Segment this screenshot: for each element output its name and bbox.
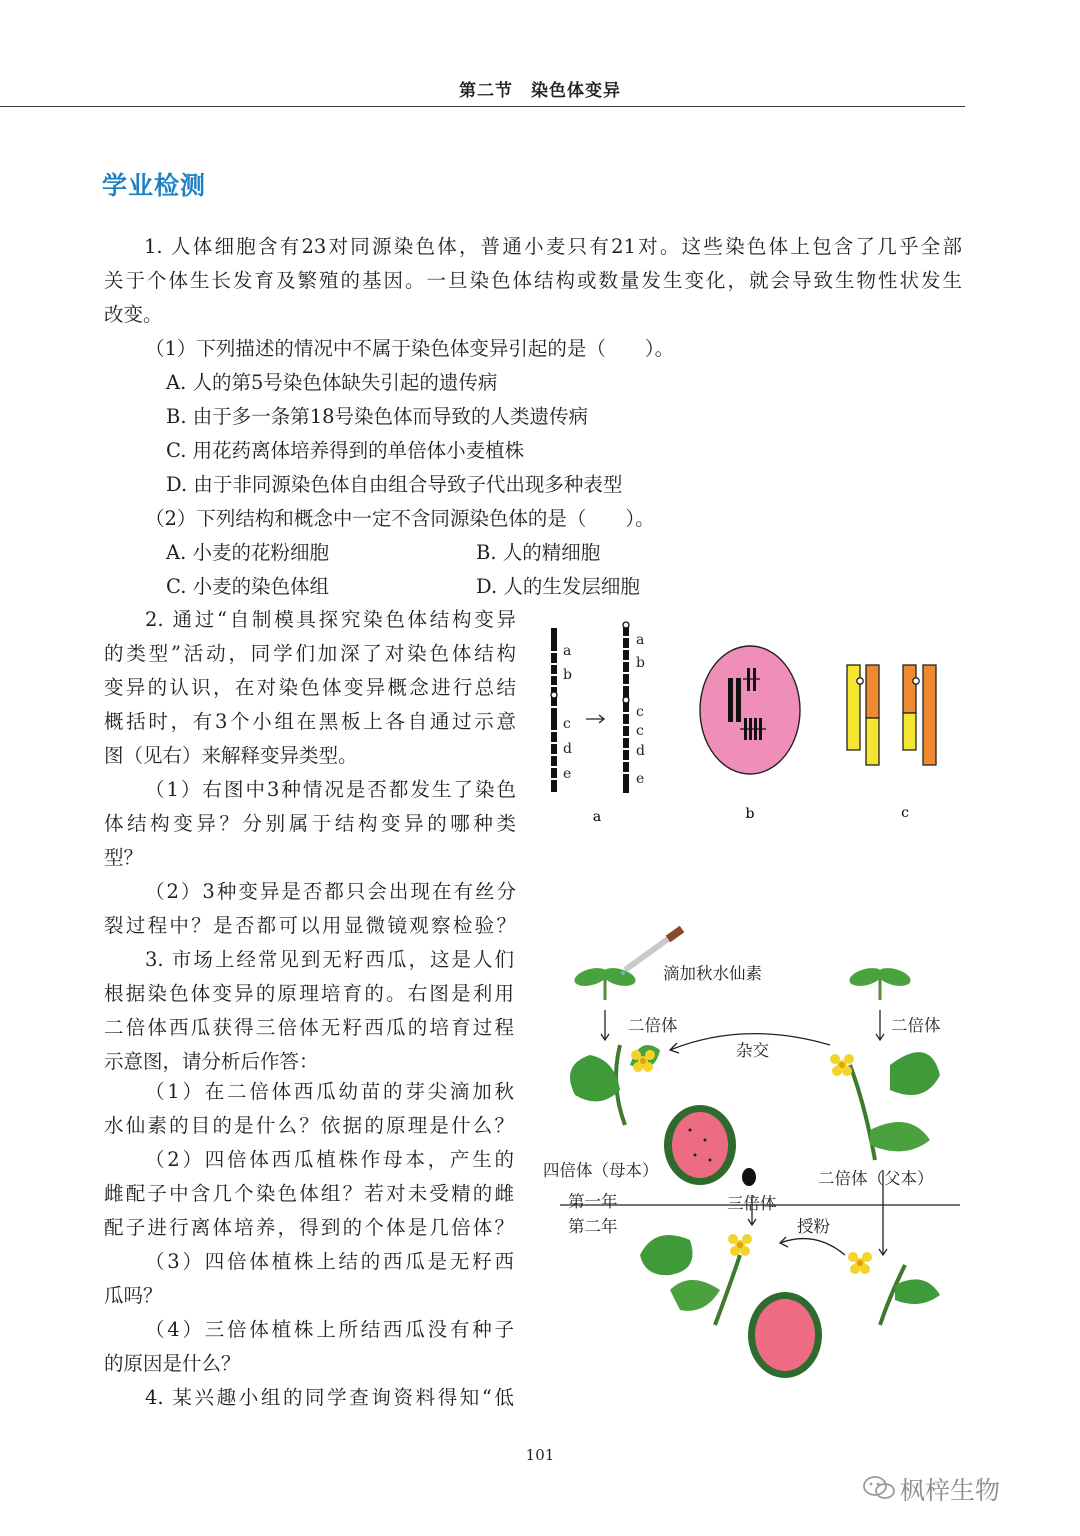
q3-sub2-line: 配子进行离体培养，得到的个体是几倍体？ bbox=[104, 1216, 514, 1239]
cell-panel-b bbox=[700, 646, 800, 774]
year-one-label: 第一年 bbox=[568, 1192, 618, 1211]
seedling-icon bbox=[848, 965, 913, 1000]
gene-letter: b bbox=[636, 655, 645, 671]
translocation-panel-c bbox=[847, 665, 936, 765]
gene-letter: d bbox=[636, 743, 645, 759]
diploid-plant-icon bbox=[848, 1252, 940, 1325]
q1-sub1-option: B. 由于多一条第18号染色体而导致的人类遗传病 bbox=[166, 405, 589, 428]
gene-letter: e bbox=[563, 766, 572, 782]
q3-sub1-line: （1）在二倍体西瓜幼苗的芽尖滴加秋 bbox=[145, 1080, 514, 1103]
dropper-label: 滴加秋水仙素 bbox=[663, 964, 762, 983]
gene-letter: c bbox=[636, 723, 644, 739]
q2-intro-line: 变异的认识，在对染色体变异概念进行总结 bbox=[104, 676, 516, 699]
figure-label: a bbox=[592, 809, 602, 825]
tetraploid-mother-label: 四倍体（母本） bbox=[543, 1161, 659, 1180]
chromosome-variation-figure bbox=[540, 615, 960, 830]
q1-intro-line: 关于个体生长发育及繁殖的基因。一旦染色体结构或数量发生变化，就会导致生物性状发生 bbox=[104, 269, 962, 292]
q1-sub2-option: C. 小麦的染色体组 bbox=[166, 575, 330, 598]
q2-sub2-line: 裂过程中？是否都可以用显微镜观察检验？ bbox=[104, 914, 516, 937]
year-two-label: 第二年 bbox=[568, 1217, 618, 1236]
q2-intro-line: 概括时，有3个小组在黑板上各自通过示意 bbox=[104, 710, 516, 733]
triploid-label: 三倍体 bbox=[727, 1194, 777, 1213]
diploid-father-label: 二倍体（父本） bbox=[818, 1169, 934, 1188]
diploid-plant-icon bbox=[830, 1052, 940, 1160]
seed-icon bbox=[742, 1168, 756, 1186]
cross-label: 杂交 bbox=[736, 1041, 769, 1060]
chromosome-a-duplicated bbox=[623, 622, 629, 793]
gene-letter: a bbox=[636, 632, 645, 648]
gene-letter: c bbox=[563, 716, 571, 732]
gene-letter: d bbox=[563, 741, 572, 757]
wechat-icon bbox=[862, 1474, 896, 1502]
triploid-plant-icon bbox=[640, 1234, 752, 1325]
q1-sub2-option: A. 小麦的花粉细胞 bbox=[166, 541, 329, 564]
diploid-label: 二倍体 bbox=[628, 1016, 678, 1035]
q1-sub1-option: A. 人的第5号染色体缺失引起的遗传病 bbox=[166, 371, 498, 394]
q3-sub2-line: 雌配子中含几个染色体组？若对未受精的雌 bbox=[104, 1182, 514, 1205]
q1-sub1-stem: （1）下列描述的情况中不属于染色体变异引起的是（ ）。 bbox=[145, 337, 675, 360]
q3-sub3-line: （3）四倍体植株上结的西瓜是无籽西 bbox=[145, 1250, 514, 1273]
arrow-icon bbox=[586, 715, 604, 723]
watermelon-slice-icon bbox=[664, 1105, 736, 1185]
section-heading: 学业检测 bbox=[102, 171, 207, 200]
figure-label: b bbox=[745, 806, 755, 822]
q3-sub4-line: 的原因是什么？ bbox=[104, 1352, 241, 1375]
diploid-label: 二倍体 bbox=[891, 1016, 941, 1035]
pollination-arrow-icon bbox=[780, 1237, 845, 1255]
pollination-label: 授粉 bbox=[797, 1217, 830, 1236]
page-number: 101 bbox=[525, 1446, 555, 1464]
q1-sub1-option: D. 由于非同源染色体自由组合导致子代出现多种表型 bbox=[166, 473, 623, 496]
tetraploid-plant-icon bbox=[570, 1045, 660, 1125]
q1-sub2-option: B. 人的精细胞 bbox=[476, 541, 601, 564]
q2-sub2-line: （2）3种变异是否都只会出现在有丝分 bbox=[145, 880, 516, 903]
gene-letter: e bbox=[636, 771, 645, 787]
q1-sub1-option: C. 用花药离体培养得到的单倍体小麦植株 bbox=[166, 439, 525, 462]
watermark-text: 枫梓生物 bbox=[900, 1476, 1001, 1505]
q4-intro-line: 4. 某兴趣小组的同学查询资料得知“低 bbox=[145, 1386, 514, 1409]
q3-sub4-line: （4）三倍体植株上所结西瓜没有种子 bbox=[145, 1318, 514, 1341]
q2-sub1-line: （1）右图中3种情况是否都发生了染色 bbox=[145, 778, 516, 801]
gene-letter: b bbox=[563, 667, 572, 683]
q3-sub1-line: 水仙素的目的是什么？依据的原理是什么？ bbox=[104, 1114, 514, 1137]
q2-intro-line: 2. 通过“自制模具探究染色体结构变异 bbox=[145, 608, 516, 631]
q2-sub1-line: 型？ bbox=[104, 846, 144, 869]
chromosome-a-original bbox=[551, 628, 557, 792]
figure-label: c bbox=[901, 805, 909, 821]
q1-sub2-option: D. 人的生发层细胞 bbox=[476, 575, 640, 598]
q3-intro-line: 3. 市场上经常见到无籽西瓜，这是人们 bbox=[145, 948, 514, 971]
q3-sub2-line: （2）四倍体西瓜植株作母本，产生的 bbox=[145, 1148, 514, 1171]
q3-intro-line: 二倍体西瓜获得三倍体无籽西瓜的培育过程 bbox=[104, 1016, 514, 1039]
page-header-title: 第二节 染色体变异 bbox=[459, 81, 621, 101]
q3-intro-line: 示意图，请分析后作答： bbox=[104, 1050, 319, 1073]
q1-intro-line: 1. 人体细胞含有23对同源染色体，普通小麦只有21对。这些染色体上包含了几乎全部 bbox=[144, 235, 962, 258]
q3-sub3-line: 瓜吗？ bbox=[104, 1284, 163, 1307]
q2-intro-line: 的类型”活动，同学们加深了对染色体结构 bbox=[104, 642, 516, 665]
gene-letter: a bbox=[563, 643, 572, 659]
header-rule bbox=[0, 106, 965, 107]
seedless-watermelon-icon bbox=[748, 1292, 822, 1378]
q2-sub1-line: 体结构变异？分别属于结构变异的哪种类 bbox=[104, 812, 516, 835]
q1-sub2-stem: （2）下列结构和概念中一定不含同源染色体的是（ ）。 bbox=[145, 507, 655, 530]
q1-intro-line: 改变。 bbox=[104, 303, 163, 326]
q3-intro-line: 根据染色体变异的原理培育的。右图是利用 bbox=[104, 982, 514, 1005]
gene-letter: c bbox=[636, 704, 644, 720]
q2-intro-line: 图（见右）来解释变异类型。 bbox=[104, 744, 358, 767]
